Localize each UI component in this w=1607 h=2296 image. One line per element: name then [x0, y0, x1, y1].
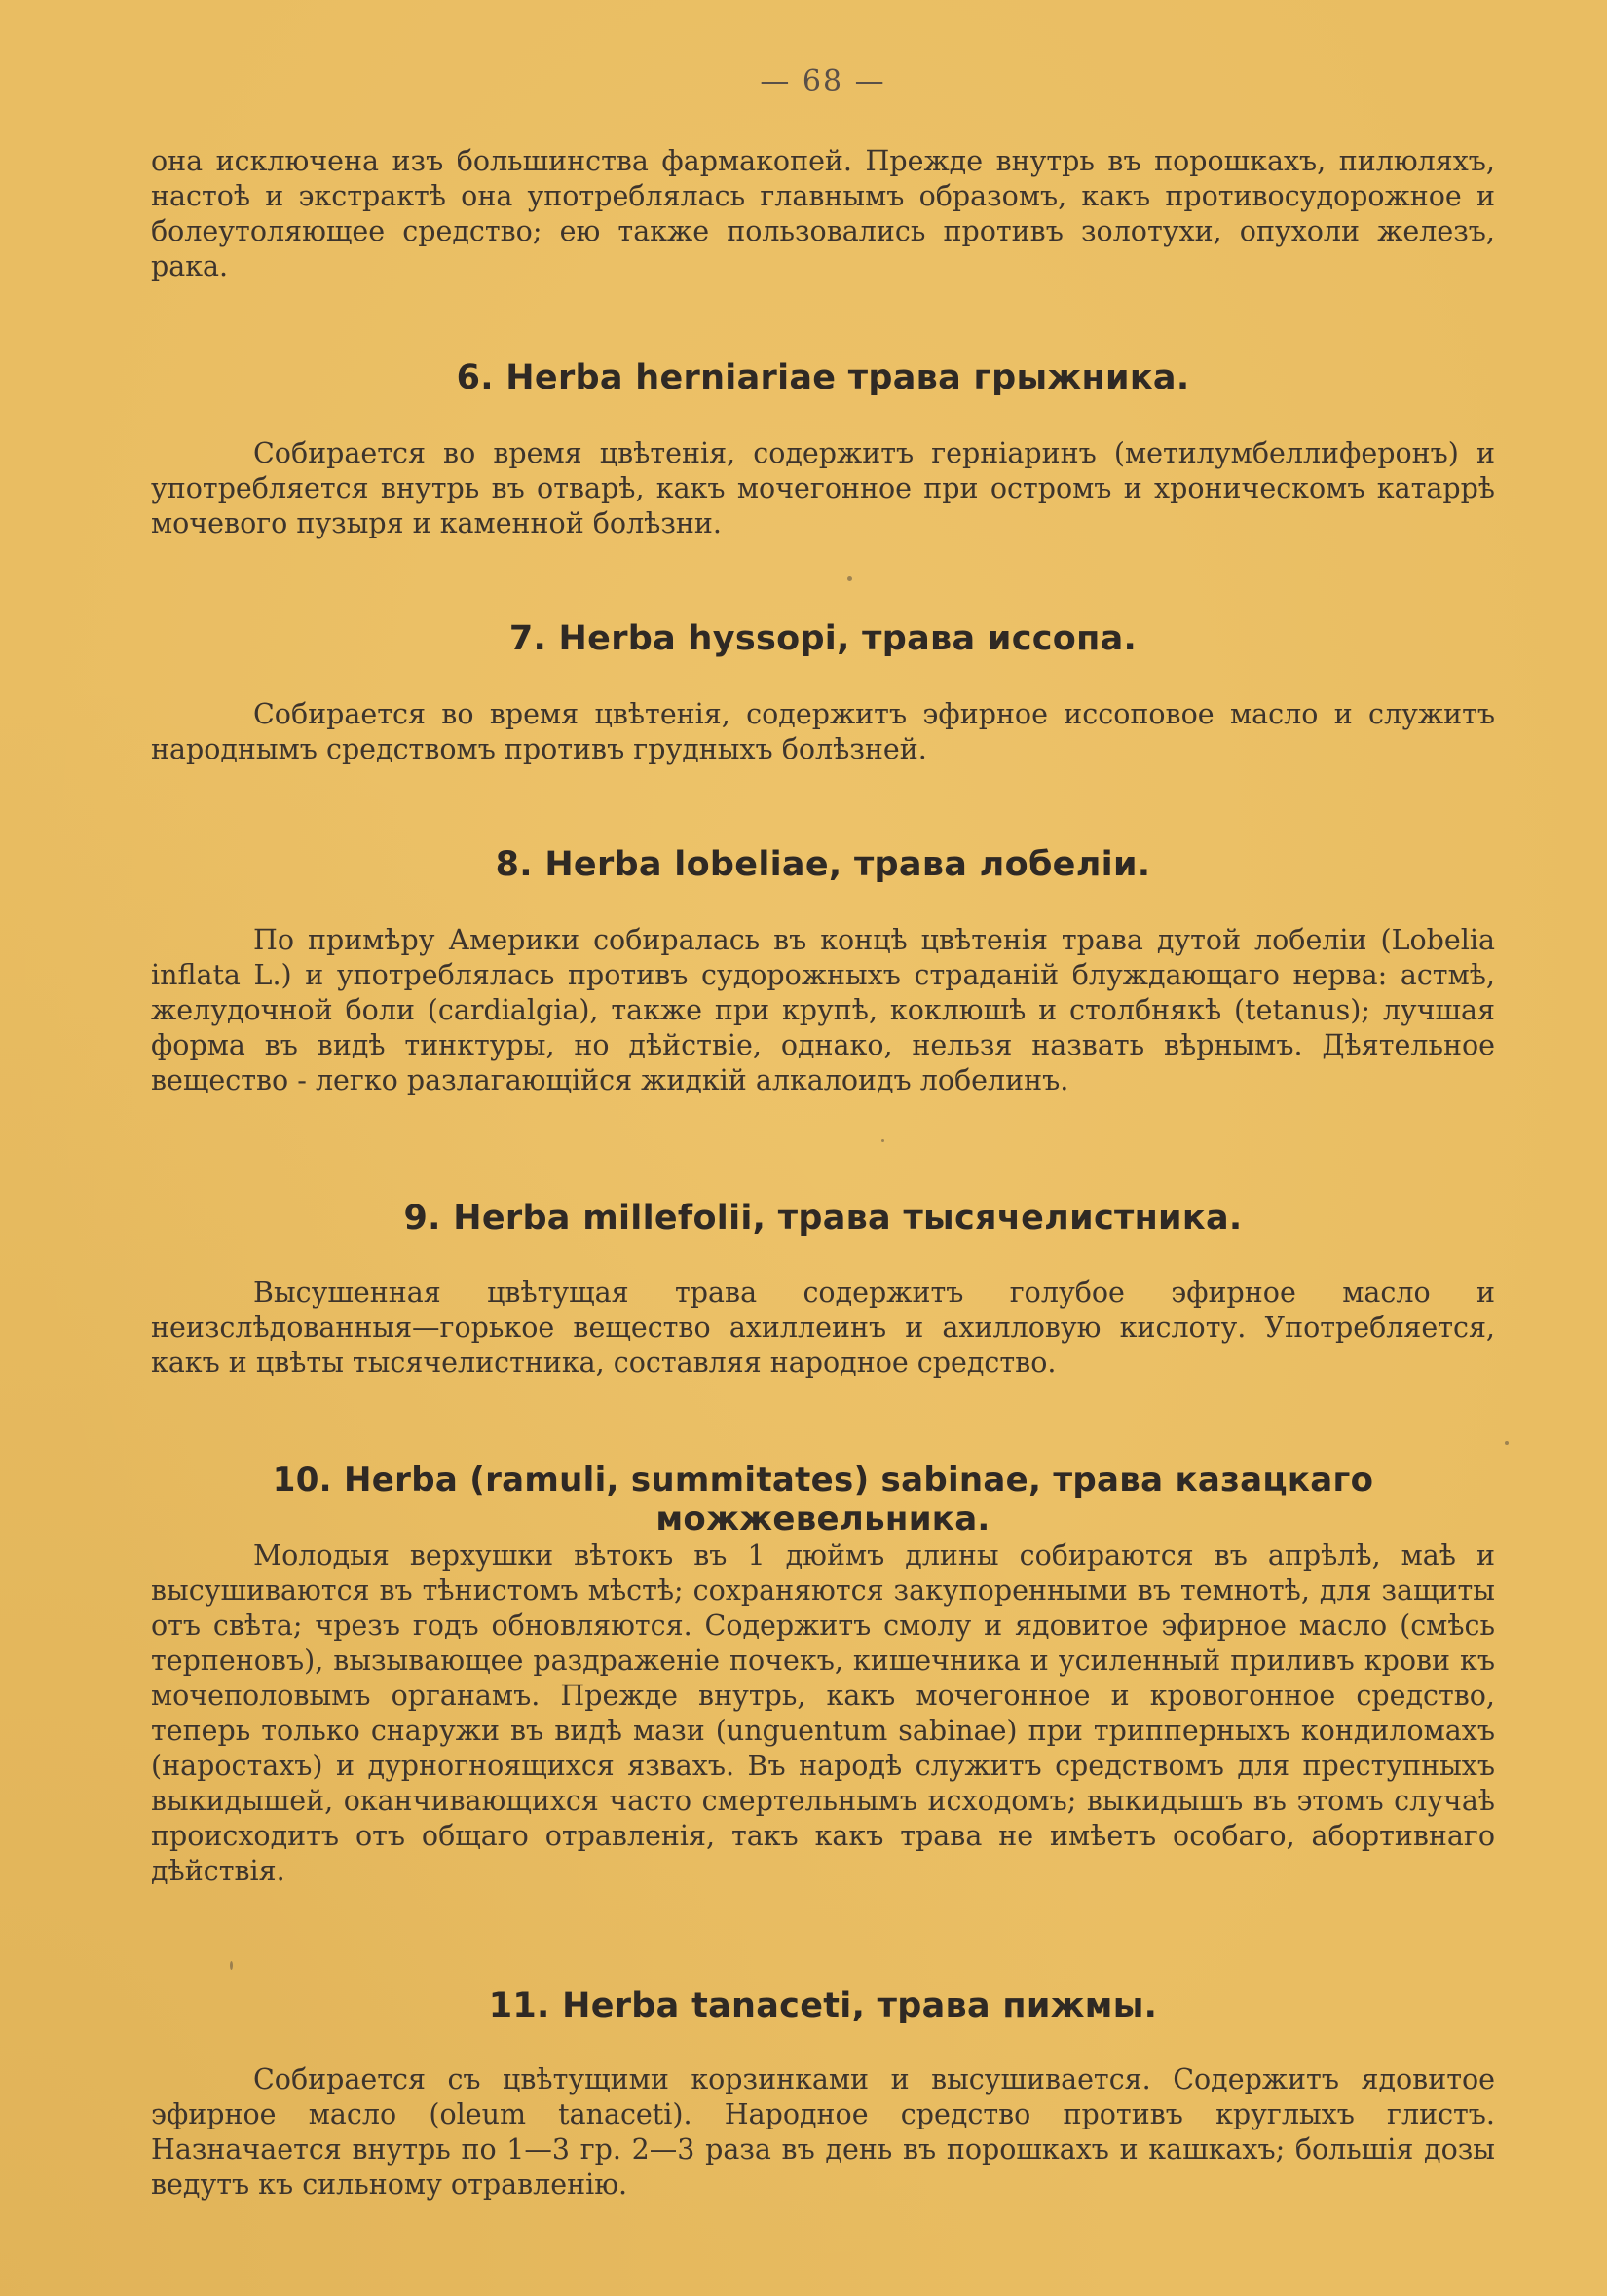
paragraph-herba-tanaceti	[151, 2062, 1495, 2203]
heading-herba-millefolii: 9. Herba millefolii, трава тысячелистника.	[403, 1199, 1243, 1238]
heading-herba-herniariae: 6. Herba herniariae трава грыжника.	[456, 358, 1190, 397]
heading-herba-sabinae: 10. Herba (ramuli, summitates) sabinae, трава казацкаго можжевельника.	[272, 1461, 1374, 1538]
heading-herba-tanaceti: 11. Herba tanaceti, трава пижмы.	[488, 1986, 1158, 2025]
paragraph-herba-millefolii	[151, 1276, 1495, 1381]
section-4-text: Высушенная цвѣтущая трава содержитъ голубое эфирное масло и неизслѣдованныя—горькое вещество ахиллеинъ и ахилловую кислоту. Употребляется, какъ и цвѣты тысячелистника, составляя народное средство.	[151, 1277, 1495, 1379]
section-0-text: она исключена изъ большинства фармакопей. Прежде внутрь въ порошкахъ, пилюляхъ, настоѣ и экстрактѣ она употреблялась главнымъ образомъ, какъ противосудорожное и болеутоляющее средство; ею также пользовались противъ золотухи, опухоли железъ, рака.	[151, 145, 1495, 282]
section-2-text: Собирается во время цвѣтенія, содержитъ эфирное иссоповое масло и служитъ народнымъ средствомъ противъ грудныхъ болѣзней.	[151, 698, 1495, 765]
section-5-text: Молодыя верхушки вѣтокъ въ 1 дюймъ длины собираются въ апрѣлѣ, маѣ и высушиваются въ тѣнистомъ мѣстѣ; сохраняются закупоренными въ темнотѣ, для защиты отъ свѣта; чрезъ годъ обновляются. Содержитъ смолу и ядовитое эфирное масло (смѣсь терпеновъ), вызывающее раздраженіе почекъ, кишечника и усиленный приливъ крови къ мочеполовымъ органамъ. Прежде внутрь, какъ мочегонное и кровогонное средство, теперь только снаружи въ видѣ мази (unguentum sabinae) при трипперныхъ кондиломахъ (наростахъ) и дурногноящихся язвахъ. Въ народѣ служитъ средствомъ для преступныхъ выкидышей, оканчивающихся часто смертельнымъ исходомъ; выкидышъ въ этомъ случаѣ происходитъ отъ общаго отравленія, такъ какъ трава не имѣетъ особаго, абортивнаго дѣйствія.	[151, 1539, 1495, 1887]
heading-herba-lobeliae: 8. Herba lobeliae, трава лобеліи.	[495, 845, 1151, 884]
paragraph-herba-lobeliae	[151, 923, 1495, 1098]
continuation-paragraph	[151, 144, 1495, 284]
page-number: — 68 —	[760, 64, 886, 98]
heading-herba-hyssopi: 7. Herba hyssopi, трава иссопа.	[508, 619, 1138, 658]
section-6-text: Собирается съ цвѣтущими корзинками и высушивается. Содержитъ ядовитое эфирное масло (oleum tanaceti). Народное средство противъ круглыхъ глистъ. Назначается внутрь по 1—3 гр. 2—3 раза въ день въ порошкахъ и кашкахъ; большія дозы ведутъ къ сильному отравленію.	[151, 2063, 1495, 2201]
section-1-text: Собирается во время цвѣтенія, содержитъ герніаринъ (метилумбеллиферонъ) и употребляется внутрь въ отварѣ, какъ мочегонное при остромъ и хроническомъ катаррѣ мочевого пузыря и каменной болѣзни.	[151, 437, 1495, 539]
paper-speck	[881, 1139, 884, 1142]
paper-speck	[847, 576, 852, 581]
paper-speck	[1505, 1441, 1509, 1445]
section-3-text: По примѣру Америки собиралась въ концѣ цвѣтенія трава дутой лобеліи (Lobelia inflata L.) и употреблялась противъ судорожныхъ страданій блуждающаго нерва: астмѣ, желудочной боли (cardialgia), также при крупѣ, коклюшѣ и столбнякѣ (tetanus); лучшая форма въ видѣ тинктуры, но дѣйствіе, однако, нельзя назвать вѣрнымъ. Дѣятельное вещество - легко разлагающійся жидкій алкалоидъ лобелинъ.	[151, 924, 1495, 1096]
paragraph-herba-sabinae	[151, 1538, 1495, 1889]
paragraph-herba-hyssopi	[151, 697, 1495, 767]
paper-speck	[230, 1961, 233, 1970]
paragraph-herba-herniariae	[151, 436, 1495, 541]
